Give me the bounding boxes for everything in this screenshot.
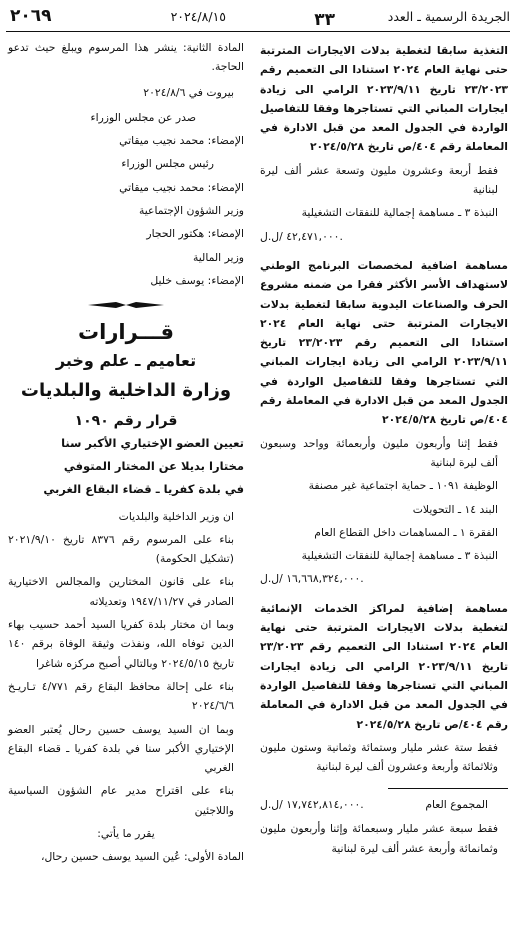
basis-2: بناء على قانون المختارين والمجالس الاختيارية الصادر في ١٩٤٧/١١/٢٧ وتعديلاته bbox=[8, 575, 234, 608]
social-affairs-minister: وزير الشؤون الإجتماعية bbox=[138, 204, 244, 218]
signature-2: الإمضاء: محمد نجيب ميقاتي bbox=[119, 180, 244, 194]
article-two: المادة الثانية: ينشر هذا المرسوم ويبلغ حيث تدعو الحاجة. bbox=[8, 41, 244, 74]
basis-3: وبما ان مختار بلدة كفريا السيد أحمد حسيب بهاء الدين توفاه الله، ونفذت وثيقة الوفاة برقم ١٤٠ تاريخ ٢٠٢٤/٥/١٥ وبالتالي أصبح مركزه شاغرا bbox=[8, 618, 234, 670]
basis-6: بناء على اقتراح مدير عام الشؤون السياسية واللاجئين bbox=[8, 784, 234, 817]
ornament-divider-icon bbox=[86, 298, 166, 312]
signature-1: الإمضاء: محمد نجيب ميقاتي bbox=[119, 134, 244, 148]
total-amount: ١٧,٧٤٢,٨١٤,٠٠٠ /ل.ل. bbox=[260, 798, 364, 812]
budget-item-3-words: فقط ستة عشر مليار وستمائة وثمانية وستون مليون وثلاثمائة وأربعة وعشرون ألف ليرة لبنانية bbox=[260, 740, 498, 774]
total-label: المجموع العام bbox=[425, 798, 488, 812]
budget-item-2-line: النبذة ٣ ـ مساهمة إجمالية للنفقات التشغيلية bbox=[301, 549, 498, 563]
place-date: بيروت في ٢٠٢٤/٨/٦ bbox=[143, 85, 234, 99]
header-rule bbox=[6, 31, 510, 32]
decision-title-line-1: تعيين العضو الإختياري الأكبر سنا bbox=[61, 435, 244, 450]
total-separator bbox=[388, 788, 508, 789]
budget-item-2-words: فقط إثنا وأربعون مليون وأربعمائة وواحد وسبعون ألف ليرة لبنانية bbox=[260, 436, 498, 469]
budget-item-2-function: الوظيفة ١٠٩١ ـ حماية اجتماعية غير مصنفة bbox=[308, 479, 498, 493]
left-column bbox=[8, 38, 244, 871]
subsection-title: تعاميم ـ علم وخبر bbox=[55, 351, 197, 371]
page-number: ٢٠٦٩ bbox=[10, 6, 52, 26]
budget-item-2-clause: البند ١٤ ـ التحويلات bbox=[412, 502, 498, 516]
basis-1: بناء على المرسوم رقم ٨٣٧٦ تاريخ ٢٠٢١/٩/١٠ (تشكيل الحكومة) bbox=[8, 532, 234, 566]
issue-number bbox=[311, 9, 338, 29]
budget-item-1-words: فقط أربعة وعشرون مليون وتسعة عشر ألف ليرة لبنانية bbox=[260, 163, 498, 197]
decision-title-line-3: في بلدة كفريا ـ قضاء البقاع الغربي bbox=[43, 481, 244, 496]
basis-5: وبما ان السيد يوسف حسين رحال يُعتبر العضو الإختياري الأكبر سنا في بلدة كفريا ـ قضاء البقاع الغربي bbox=[8, 722, 234, 775]
section-ornament bbox=[8, 298, 244, 314]
decision-intro: ان وزير الداخلية والبلديات bbox=[118, 509, 234, 523]
article-one: المادة الأولى: عُين السيد يوسف حسين رحال، bbox=[40, 850, 244, 864]
budget-item-2-amount: ١٦,٦٦٨,٣٢٤,٠٠٠ /ل.ل. bbox=[260, 572, 364, 586]
decision-title-line-2: مختارا بديلا عن المختار المتوفي bbox=[63, 458, 244, 473]
basis-4: بناء على إحالة محافظ البقاع رقم ٤/٧٧١ تـاريـخ ٢٠٢٤/٦/٦ bbox=[8, 679, 234, 713]
issue-date: ٢٠٢٤/٨/١٥ bbox=[170, 9, 226, 24]
page-header bbox=[6, 6, 510, 30]
budget-item-3-description: مساهمة إضافية لمراكز الخدمات الإنمائية لتغطية بدلات الايجارات المترتبة حتى نهاية العام ٢٠٢٤ استنادا الى التعميم رقم ٢٣/٢٠٢٣ تاريخ ٢٠٢٣/٩/١١ الرامي الى زيادة ايجارات المباني التي تستاجرها وفقا للتفاصيل الواردة في الجدول المعد من قبل الادارة في المعاملة رقم ٤٠٤/ص تاريخ ٢٠٢٤/٥/٢٨ bbox=[260, 601, 508, 731]
issued-by: صدر عن مجلس الوزراء bbox=[90, 110, 196, 124]
budget-item-2-description: مساهمة اضافية لمخصصات البرنامج الوطني لاستهداف الأسر الأكثر فقرا من ضمنه مشروع الحرف والصناعات اليدوية سابقا لتغطية بدلات الايجارات المترتبة حتى نهاية العام ٢٠٢٤ استنادا الى التعميم رقم ٢٣/٢٠٢٣ تاريخ ٢٠٢٣/٩/١١ الرامي الى زيادة ايجارات المباني التي تستاجرها وفقا للتفاصيل الواردة في الجدول المعد من قبل الادارة في المعاملة رقم ٤٠٤/ص تاريخ ٢٠٢٤/٥/٢٨ bbox=[260, 258, 509, 427]
budget-item-1-amount: ٤٢,٤٧١,٠٠٠ /ل.ل. bbox=[260, 229, 343, 243]
signature-3: الإمضاء: هكتور الحجار bbox=[146, 227, 244, 241]
budget-item-1-line: النبذة ٣ ـ مساهمة إجمالية للنفقات التشغيلية bbox=[301, 206, 498, 220]
pm-title: رئيس مجلس الوزراء bbox=[121, 157, 214, 171]
finance-minister: وزير المالية bbox=[193, 250, 244, 264]
right-column bbox=[260, 38, 508, 862]
section-title: قـــرارات bbox=[78, 320, 174, 345]
decides: يقرر ما يأتي: bbox=[97, 827, 155, 841]
signature-4: الإمضاء: يوسف خليل bbox=[150, 273, 244, 287]
total-words: فقط سبعة عشر مليار وسبعمائة وإثنا وأربعون مليون وثمانمائة وأربعة عشر ألف ليرة لبنانية bbox=[260, 822, 498, 855]
journal-title: الجريدة الرسمية ـ العدد bbox=[387, 9, 510, 24]
budget-item-2-paragraph: الفقرة ١ ـ المساهمات داخل القطاع العام bbox=[314, 525, 498, 539]
decision-number: قرار رقم ١٠٩٠ bbox=[74, 413, 178, 430]
ministry-title: وزارة الداخلية والبلديات bbox=[20, 380, 232, 402]
total-row bbox=[260, 795, 508, 815]
issue-number-value: ٣٣ bbox=[314, 10, 335, 30]
budget-item-1-description: التغذية سابقا لتغطية بدلات الايجارات المترتبة حتى نهاية العام ٢٠٢٤ استنادا الى التعميم رقم ٢٣/٢٠٢٣ تاريخ ٢٠٢٣/٩/١١ الرامي الى زيادة ايجارات المباني التي تستاجرها وفقا للتفاصيل الواردة في الجدول المعد من قبل الادارة في المعاملة رقم ٤٠٤/ص تاريخ ٢٠٢٤/٥/٢٨ bbox=[260, 44, 509, 154]
